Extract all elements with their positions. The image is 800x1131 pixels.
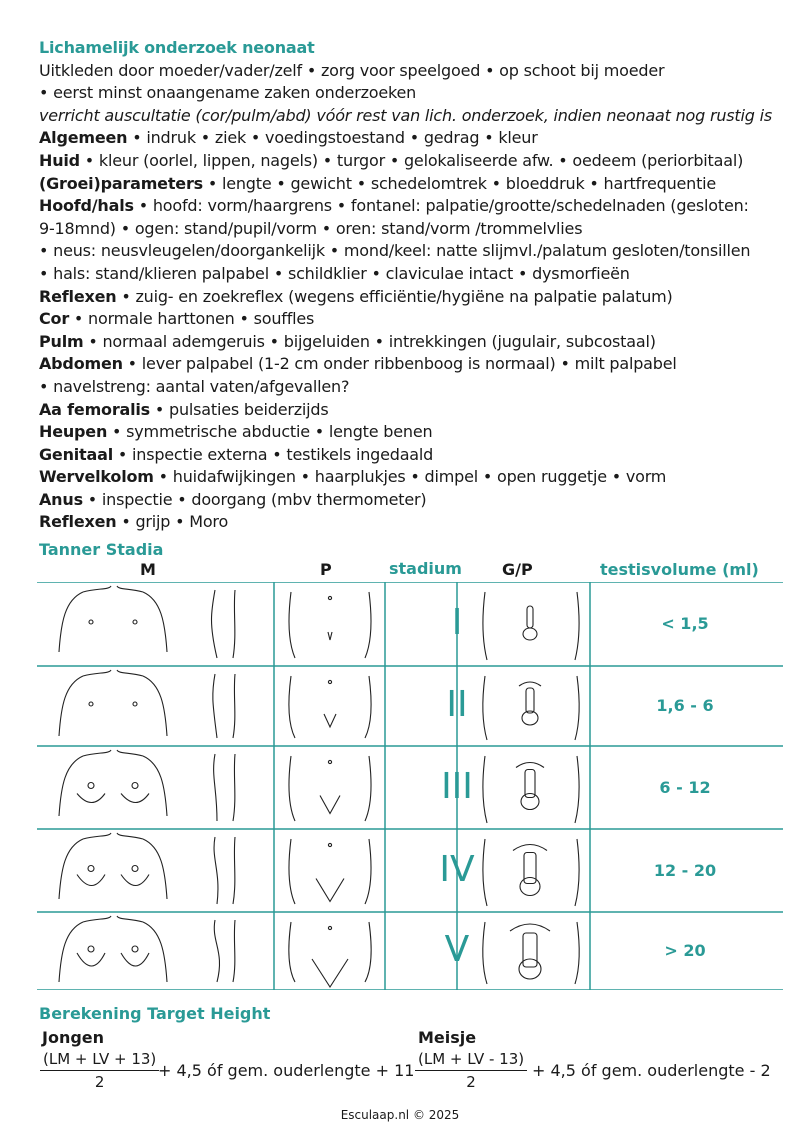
exam-line	[39, 399, 779, 422]
navel-mark	[328, 596, 331, 599]
navel-mark	[328, 926, 331, 929]
nipple-mark	[132, 866, 138, 872]
exam-line	[39, 444, 779, 467]
breast-outline	[77, 794, 105, 803]
torso-outline	[59, 756, 83, 816]
girl-formula-tail: + 4,5 óf gem. ouderlengte - 2	[532, 1061, 771, 1080]
exam-line-text: • navelstreng: aantal vaten/afgevallen?	[39, 376, 350, 396]
breast-outline	[77, 953, 105, 966]
stage-label: V	[444, 929, 470, 970]
torso-outline	[143, 922, 167, 982]
exam-line	[39, 60, 779, 83]
nipple-mark	[89, 702, 93, 706]
hip-outline	[289, 922, 295, 982]
exam-line-text: • kleur (oorlel, lippen, nagels) • turgor • gelokaliseerde afw. • oedeem (periorbitaal)	[79, 150, 744, 170]
hip-outline	[289, 676, 295, 738]
exam-line-heading: Abdomen	[39, 354, 123, 374]
exam-line	[39, 127, 779, 150]
nipple-mark	[88, 783, 94, 789]
exam-line-text: • hoofd: vorm/haargrens • fontanel: palpatie/grootte/schedelnaden (gesloten:	[133, 196, 749, 216]
exam-line-text: • zuig- en zoekreflex (wegens efficiëntie/hygiëne na palpatie palatum)	[116, 286, 673, 306]
hip-outline	[365, 592, 371, 658]
exam-line	[39, 308, 779, 331]
exam-line-heading: Hoofd/hals	[39, 196, 134, 216]
stage-label: III	[441, 765, 473, 807]
genital-hair	[519, 682, 541, 686]
genital-outline	[526, 688, 534, 713]
shoulder-line	[117, 833, 143, 839]
exam-title: Lichamelijk onderzoek neonaat	[39, 38, 315, 57]
side-profile	[214, 754, 217, 821]
genital-outline	[527, 606, 533, 628]
exam-line	[39, 240, 779, 263]
exam-line-text: • neus: neusvleugelen/doorgankelijk • mond/keel: natte slijmvl./palatum gesloten/tonsillen	[39, 241, 751, 261]
exam-line-heading: Huid	[39, 150, 80, 170]
exam-line-text: • grijp • Moro	[116, 512, 229, 532]
stage-label: IV	[439, 848, 475, 890]
hip-outline	[365, 756, 371, 821]
breast-outline	[121, 953, 149, 966]
side-back	[233, 920, 235, 982]
exam-line-text: • eerst minst onaangename zaken onderzoeken	[39, 83, 417, 103]
boy-numerator: (LM + LV + 13)	[40, 1050, 159, 1071]
exam-line	[39, 218, 779, 241]
thigh-outline	[575, 592, 579, 660]
exam-line	[39, 105, 779, 128]
torso-outline	[143, 756, 167, 816]
tanner-drawings	[59, 586, 579, 987]
exam-line-heading: (Groei)parameters	[39, 173, 203, 193]
exam-line-text: • hals: stand/klieren palpabel • schildklier • claviculae intact • dysmorfieën	[39, 263, 630, 283]
shoulder-line	[83, 916, 111, 922]
girl-denominator: 2	[466, 1073, 476, 1091]
nipple-mark	[88, 946, 94, 952]
exam-line-heading: Algemeen	[39, 128, 128, 148]
side-back	[233, 590, 235, 658]
exam-line	[39, 376, 779, 399]
header-m: M	[140, 560, 156, 579]
shoulder-line	[117, 670, 143, 676]
exam-line-heading: Genitaal	[39, 444, 113, 464]
genital-outline	[523, 933, 537, 967]
header-p: P	[320, 560, 332, 579]
side-profile	[213, 674, 217, 738]
neonatal-exam-section	[39, 37, 779, 534]
torso-outline	[59, 839, 83, 899]
pubic-hair	[320, 796, 340, 814]
scrotum-outline	[519, 959, 541, 979]
side-back	[233, 754, 235, 821]
girl-label: Meisje	[418, 1028, 477, 1047]
stage-label: II	[446, 684, 468, 725]
shoulder-line	[83, 833, 111, 839]
scrotum-outline	[521, 794, 539, 810]
side-profile	[212, 590, 218, 658]
exam-line-heading: Anus	[39, 489, 83, 509]
nipple-mark	[133, 702, 137, 706]
exam-line-heading: Pulm	[39, 331, 84, 351]
breast-outline	[121, 875, 149, 886]
exam-line	[39, 331, 779, 354]
exam-line-heading: Wervelkolom	[39, 467, 154, 487]
hip-outline	[289, 756, 295, 821]
exam-line-italic: verricht auscultatie (cor/pulm/abd) vóór rest van lich. onderzoek, indien neonaat nog rustig is	[39, 105, 772, 125]
genital-hair	[510, 924, 550, 931]
nipple-mark	[89, 620, 93, 624]
exam-line-text: • symmetrische abductie • lengte benen	[107, 422, 433, 442]
nipple-mark	[132, 783, 138, 789]
tanner-title: Tanner Stadia	[39, 540, 164, 559]
breast-outline	[121, 794, 149, 803]
side-profile	[214, 837, 218, 904]
footer: Esculaap.nl © 2025	[340, 1108, 460, 1122]
volume-label: > 20	[664, 941, 706, 960]
volume-label: 1,6 - 6	[656, 696, 714, 715]
boy-fraction	[40, 1050, 159, 1091]
pubic-hair	[324, 714, 336, 727]
exam-line	[39, 489, 779, 512]
exam-line-text: • normaal ademgeruis • bijgeluiden • intrekkingen (jugulair, subcostaal)	[83, 331, 656, 351]
nipple-mark	[132, 946, 138, 952]
breast-outline	[77, 875, 105, 886]
exam-line-text: • lengte • gewicht • schedelomtrek • bloeddruk • hartfrequentie	[202, 173, 717, 193]
shoulder-line	[117, 750, 143, 756]
volume-label: 6 - 12	[659, 777, 711, 797]
exam-line-text: 9-18mnd) • ogen: stand/pupil/vorm • oren: stand/vorm /trommelvlies	[39, 218, 583, 238]
shoulder-line	[117, 916, 143, 922]
girl-fraction	[415, 1050, 527, 1091]
exam-line	[39, 286, 779, 309]
exam-line-heading: Cor	[39, 309, 70, 329]
scrotum-outline	[523, 628, 537, 640]
navel-mark	[328, 680, 331, 683]
torso-outline	[59, 592, 83, 652]
exam-line	[39, 195, 779, 218]
torso-outline	[143, 676, 167, 736]
hip-outline	[365, 922, 371, 982]
exam-line-text: • lever palpabel (1-2 cm onder ribbenboog is normaal) • milt palpabel	[122, 354, 677, 374]
genital-hair	[513, 845, 547, 851]
header-volume: testisvolume (ml)	[600, 560, 759, 579]
exam-line	[39, 263, 779, 286]
torso-outline	[143, 839, 167, 899]
boy-formula-tail: + 4,5 óf gem. ouderlengte + 11	[158, 1061, 415, 1080]
genital-hair	[516, 763, 544, 768]
hip-outline	[365, 676, 371, 738]
pubic-hair	[316, 879, 344, 902]
exam-line	[39, 82, 779, 105]
exam-line	[39, 466, 779, 489]
shoulder-line	[83, 670, 111, 676]
exam-line	[39, 173, 779, 196]
exam-line	[39, 353, 779, 376]
torso-outline	[59, 676, 83, 736]
exam-line-text: • huidafwijkingen • haarplukjes • dimpel • open ruggetje • vorm	[153, 467, 667, 487]
side-profile	[214, 920, 219, 982]
exam-lines	[39, 60, 779, 534]
exam-line-heading: Reflexen	[39, 512, 117, 532]
volume-label: < 1,5	[661, 614, 709, 633]
shoulder-line	[117, 586, 143, 592]
nipple-mark	[88, 866, 94, 872]
exam-line-heading: Reflexen	[39, 286, 117, 306]
thigh-outline	[575, 839, 579, 906]
volume-label: 12 - 20	[653, 860, 717, 880]
stage-label: I	[451, 602, 463, 643]
exam-line-text: • indruk • ziek • voedingstoestand • gedrag • kleur	[127, 128, 538, 148]
navel-mark	[328, 760, 331, 763]
scrotum-outline	[520, 878, 540, 896]
header-stadium: stadium	[389, 559, 462, 578]
nipple-mark	[133, 620, 137, 624]
side-back	[233, 837, 235, 904]
torso-outline	[59, 922, 83, 982]
shoulder-line	[83, 750, 111, 756]
exam-line-text: • pulsaties beiderzijds	[150, 399, 329, 419]
pubic-hair	[312, 959, 348, 987]
hip-outline	[289, 592, 295, 658]
exam-line-text: • inspectie • doorgang (mbv thermometer)	[82, 489, 427, 509]
thigh-outline	[575, 676, 579, 740]
hip-outline	[289, 839, 295, 904]
exam-line	[39, 150, 779, 173]
header-gp: G/P	[502, 560, 533, 579]
torso-outline	[143, 592, 167, 652]
exam-line-heading: Aa femoralis	[39, 399, 151, 419]
pubic-hair	[328, 632, 332, 640]
exam-line-text: • normale harttonen • souffles	[69, 309, 315, 329]
exam-line	[39, 421, 779, 444]
girl-numerator: (LM + LV - 13)	[415, 1050, 527, 1071]
target-height-title: Berekening Target Height	[39, 1004, 271, 1023]
shoulder-line	[83, 586, 111, 592]
thigh-outline	[575, 756, 579, 823]
exam-line-heading: Heupen	[39, 422, 108, 442]
exam-line-text: Uitkleden door moeder/vader/zelf • zorg voor speelgoed • op schoot bij moeder	[39, 60, 665, 80]
boy-denominator: 2	[94, 1073, 105, 1091]
boy-label: Jongen	[42, 1028, 105, 1047]
thigh-outline	[575, 922, 579, 984]
navel-mark	[328, 843, 331, 846]
exam-line	[39, 511, 779, 534]
hip-outline	[365, 839, 371, 904]
side-back	[233, 674, 235, 738]
exam-line-text: • inspectie externa • testikels ingedaald	[113, 444, 434, 464]
